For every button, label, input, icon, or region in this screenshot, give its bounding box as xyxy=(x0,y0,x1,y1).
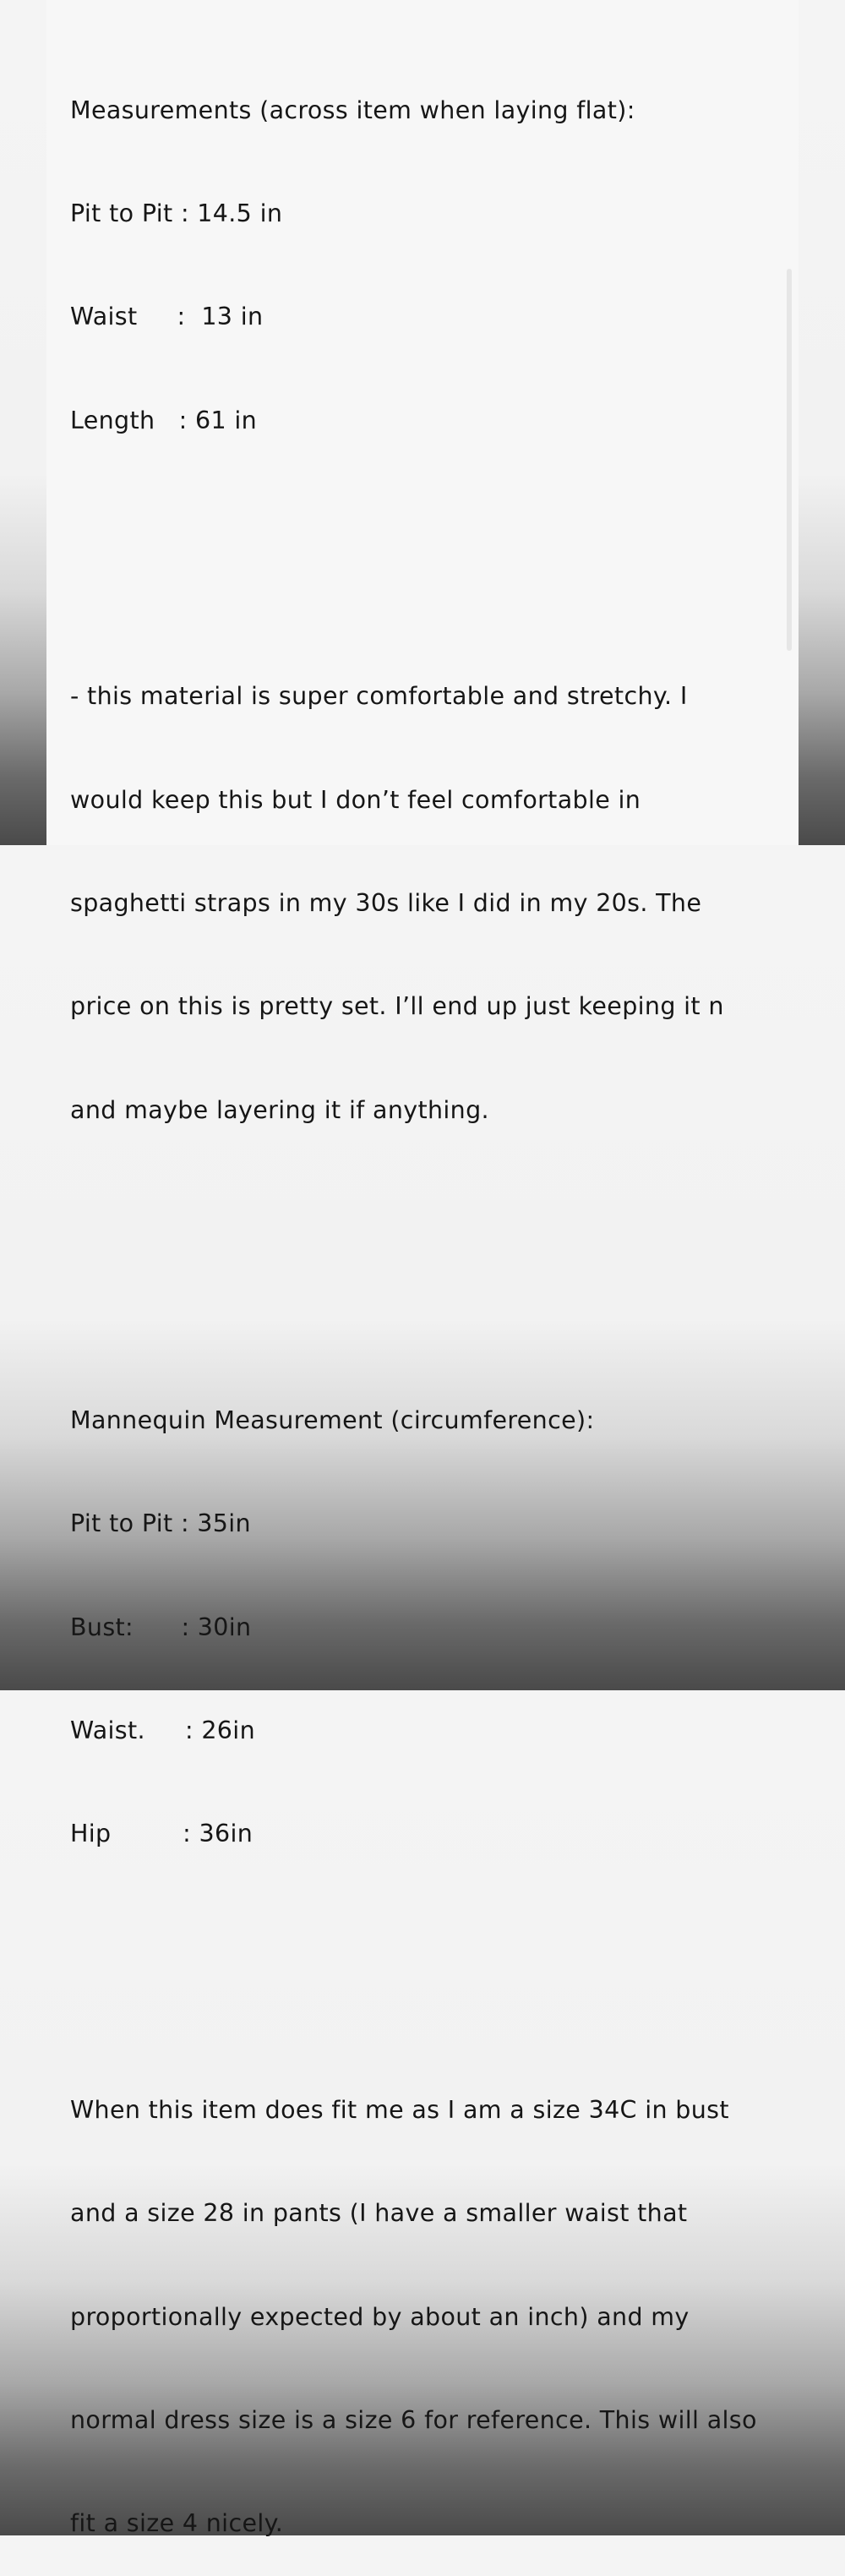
measurements-heading: Measurements (across item when laying flat): xyxy=(70,96,635,124)
fit-note-line: proportionally expected by about an inch) and my xyxy=(70,2302,690,2331)
description-line: spaghetti straps in my 30s like I did in my 20s. The xyxy=(70,888,702,917)
description-line: and maybe layering it if anything. xyxy=(70,1095,489,1124)
mannequin-pit-to-pit: Pit to Pit : 35in xyxy=(70,1509,251,1538)
measurement-pit-to-pit: Pit to Pit : 14.5 in xyxy=(70,199,283,227)
paragraph-spacer xyxy=(70,1956,797,1990)
mannequin-bust: Bust: : 30in xyxy=(70,1613,252,1641)
paragraph-spacer xyxy=(70,1231,797,1301)
mannequin-heading: Mannequin Measurement (circumference): xyxy=(70,1405,595,1434)
fit-note-line: fit a size 4 nicely. xyxy=(70,2509,284,2538)
mannequin-waist: Waist. : 26in xyxy=(70,1716,255,1745)
notes-text xyxy=(70,25,797,2576)
paragraph-spacer xyxy=(70,542,797,576)
left-background-edge xyxy=(0,0,46,845)
mannequin-hip: Hip : 36in xyxy=(70,1820,254,1848)
description-line: - this material is super comfortable and stretchy. I xyxy=(70,682,688,711)
fit-note-line: When this item does fit me as I am a size 34C in bust xyxy=(70,2095,729,2124)
measurement-length: Length : 61 in xyxy=(70,406,258,434)
right-background-edge xyxy=(799,0,845,845)
description-line: price on this is pretty set. I’ll end up just keeping it n xyxy=(70,992,724,1021)
description-line: would keep this but I don’t feel comfortable in xyxy=(70,785,641,814)
fit-note-line: and a size 28 in pants (I have a smaller waist that xyxy=(70,2199,688,2228)
measurement-waist: Waist : 13 in xyxy=(70,303,264,331)
fit-note-line: normal dress size is a size 6 for reference. This will also xyxy=(70,2405,757,2434)
